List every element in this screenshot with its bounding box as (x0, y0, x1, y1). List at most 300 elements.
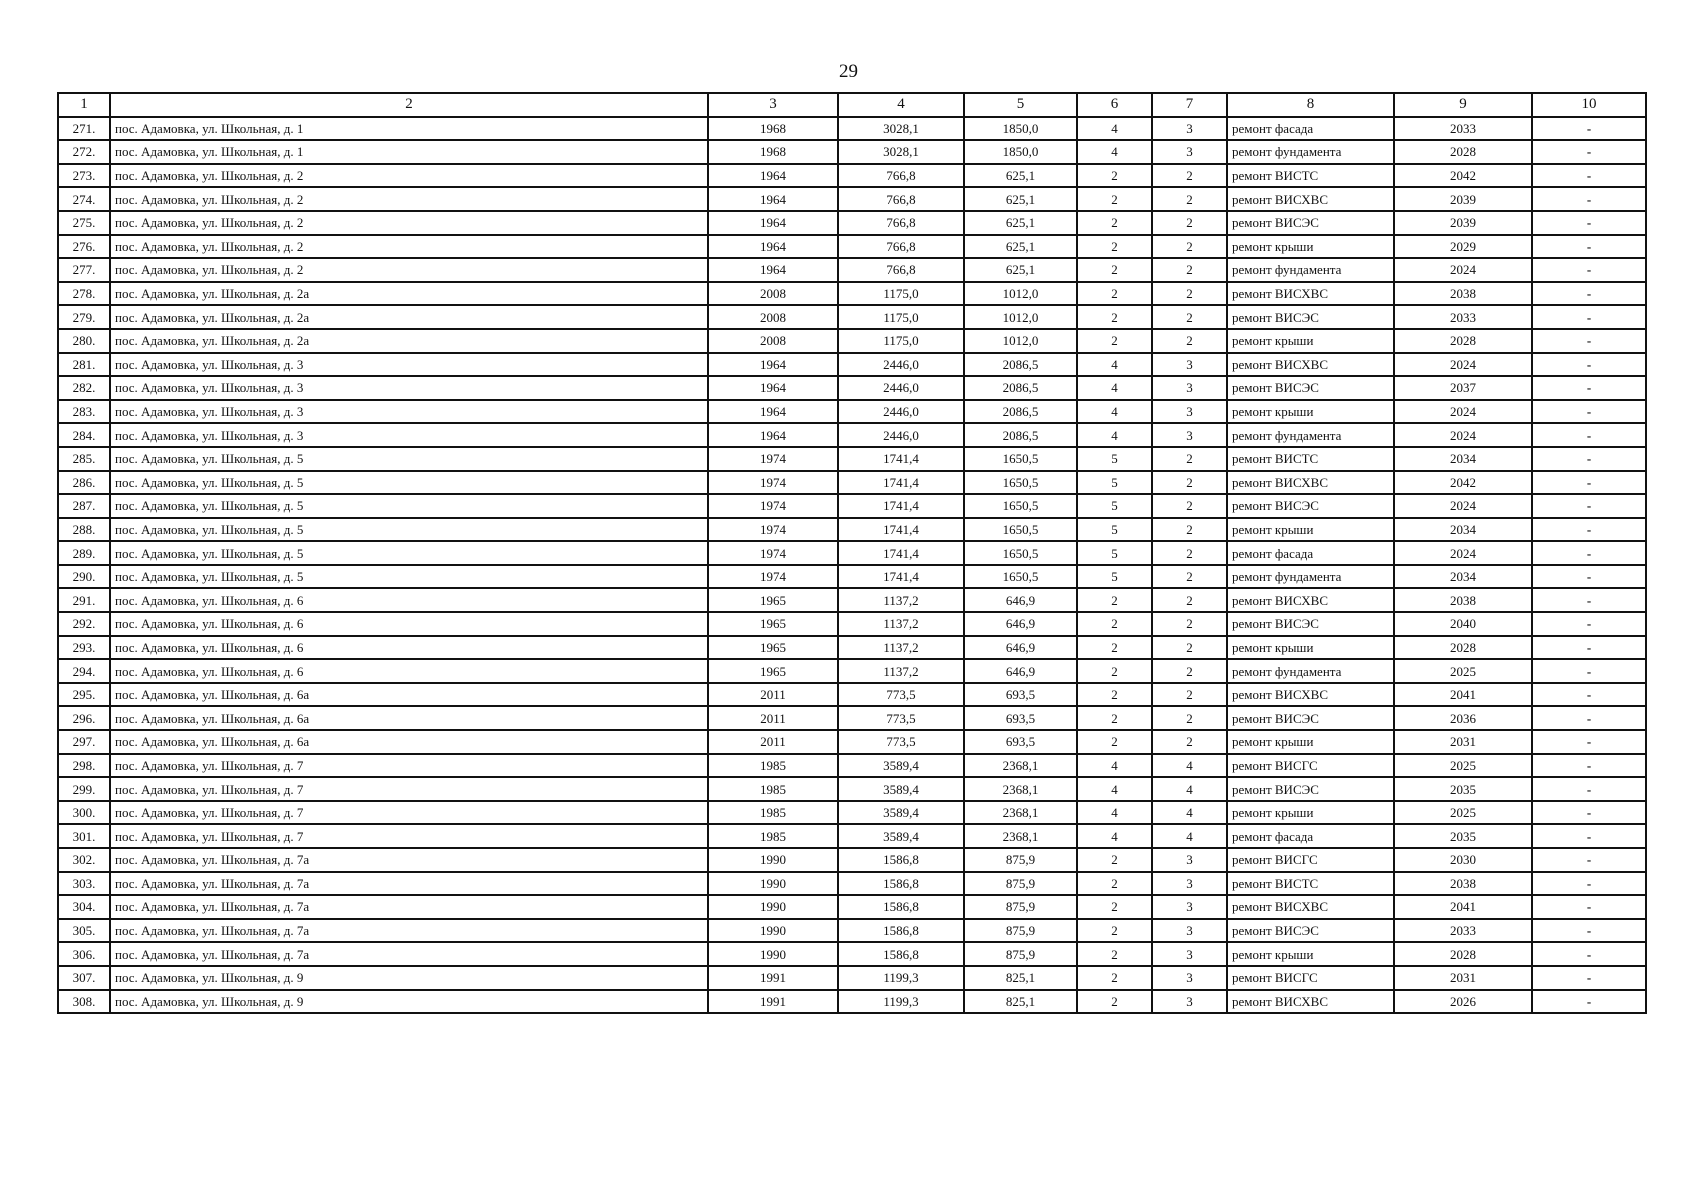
cell-floors: 2 (1077, 990, 1152, 1014)
cell-planned-year: 2024 (1394, 541, 1532, 565)
cell-planned-year: 2034 (1394, 447, 1532, 471)
cell-note: - (1532, 140, 1646, 164)
cell-row-number: 305. (58, 919, 110, 943)
cell-floors: 4 (1077, 117, 1152, 141)
cell-year-built: 1964 (708, 211, 838, 235)
cell-floors: 2 (1077, 636, 1152, 660)
cell-planned-year: 2024 (1394, 400, 1532, 424)
cell-floors: 2 (1077, 872, 1152, 896)
cell-address: пос. Адамовка, ул. Школьная, д. 7 (110, 777, 708, 801)
cell-total-area: 1741,4 (838, 541, 964, 565)
cell-planned-year: 2033 (1394, 117, 1532, 141)
cell-planned-year: 2035 (1394, 824, 1532, 848)
cell-work-type: ремонт фундамента (1227, 140, 1394, 164)
cell-year-built: 1990 (708, 848, 838, 872)
cell-note: - (1532, 329, 1646, 353)
cell-note: - (1532, 895, 1646, 919)
cell-year-built: 1964 (708, 235, 838, 259)
cell-work-type: ремонт ВИСТС (1227, 447, 1394, 471)
cell-entrances: 2 (1152, 305, 1227, 329)
table-row (58, 565, 1646, 589)
cell-address: пос. Адамовка, ул. Школьная, д. 6 (110, 659, 708, 683)
cell-total-area: 1741,4 (838, 565, 964, 589)
cell-year-built: 2011 (708, 706, 838, 730)
cell-row-number: 288. (58, 518, 110, 542)
cell-note: - (1532, 872, 1646, 896)
cell-year-built: 1964 (708, 187, 838, 211)
cell-address: пос. Адамовка, ул. Школьная, д. 5 (110, 494, 708, 518)
cell-row-number: 272. (58, 140, 110, 164)
cell-total-area: 766,8 (838, 187, 964, 211)
cell-work-type: ремонт ВИСХВС (1227, 282, 1394, 306)
column-header-8: 8 (1227, 93, 1394, 117)
cell-work-type: ремонт ВИСГС (1227, 966, 1394, 990)
cell-year-built: 1974 (708, 471, 838, 495)
cell-year-built: 1991 (708, 966, 838, 990)
cell-address: пос. Адамовка, ул. Школьная, д. 2 (110, 187, 708, 211)
cell-year-built: 1965 (708, 636, 838, 660)
cell-living-area: 1650,5 (964, 565, 1077, 589)
cell-work-type: ремонт ВИСХВС (1227, 187, 1394, 211)
cell-year-built: 1965 (708, 588, 838, 612)
cell-work-type: ремонт фундамента (1227, 659, 1394, 683)
table-row (58, 754, 1646, 778)
cell-note: - (1532, 777, 1646, 801)
cell-address: пос. Адамовка, ул. Школьная, д. 7а (110, 848, 708, 872)
cell-floors: 4 (1077, 777, 1152, 801)
cell-planned-year: 2042 (1394, 164, 1532, 188)
cell-planned-year: 2038 (1394, 282, 1532, 306)
cell-note: - (1532, 376, 1646, 400)
cell-planned-year: 2041 (1394, 683, 1532, 707)
cell-planned-year: 2035 (1394, 777, 1532, 801)
cell-planned-year: 2031 (1394, 730, 1532, 754)
table-row (58, 730, 1646, 754)
cell-work-type: ремонт ВИСГС (1227, 754, 1394, 778)
cell-row-number: 276. (58, 235, 110, 259)
cell-address: пос. Адамовка, ул. Школьная, д. 7а (110, 942, 708, 966)
cell-planned-year: 2026 (1394, 990, 1532, 1014)
table-row (58, 187, 1646, 211)
cell-entrances: 3 (1152, 919, 1227, 943)
table-row (58, 990, 1646, 1014)
cell-entrances: 3 (1152, 400, 1227, 424)
cell-entrances: 3 (1152, 942, 1227, 966)
cell-floors: 4 (1077, 423, 1152, 447)
cell-planned-year: 2038 (1394, 588, 1532, 612)
cell-total-area: 773,5 (838, 706, 964, 730)
cell-row-number: 297. (58, 730, 110, 754)
cell-floors: 4 (1077, 400, 1152, 424)
cell-planned-year: 2033 (1394, 919, 1532, 943)
cell-total-area: 1586,8 (838, 872, 964, 896)
cell-work-type: ремонт ВИСЭС (1227, 376, 1394, 400)
cell-work-type: ремонт крыши (1227, 400, 1394, 424)
cell-total-area: 1175,0 (838, 329, 964, 353)
cell-row-number: 289. (58, 541, 110, 565)
cell-total-area: 1741,4 (838, 447, 964, 471)
cell-row-number: 295. (58, 683, 110, 707)
cell-entrances: 2 (1152, 471, 1227, 495)
cell-work-type: ремонт ВИСЭС (1227, 494, 1394, 518)
cell-note: - (1532, 235, 1646, 259)
column-header-2: 2 (110, 93, 708, 117)
cell-living-area: 1850,0 (964, 140, 1077, 164)
cell-row-number: 283. (58, 400, 110, 424)
cell-entrances: 2 (1152, 235, 1227, 259)
cell-planned-year: 2038 (1394, 872, 1532, 896)
cell-note: - (1532, 730, 1646, 754)
cell-work-type: ремонт ВИСТС (1227, 872, 1394, 896)
cell-total-area: 1741,4 (838, 494, 964, 518)
cell-living-area: 1650,5 (964, 471, 1077, 495)
cell-total-area: 773,5 (838, 730, 964, 754)
cell-note: - (1532, 282, 1646, 306)
cell-note: - (1532, 588, 1646, 612)
cell-note: - (1532, 942, 1646, 966)
cell-year-built: 1965 (708, 612, 838, 636)
cell-work-type: ремонт фундамента (1227, 423, 1394, 447)
cell-planned-year: 2024 (1394, 423, 1532, 447)
column-header-3: 3 (708, 93, 838, 117)
cell-living-area: 875,9 (964, 895, 1077, 919)
cell-planned-year: 2025 (1394, 801, 1532, 825)
cell-floors: 2 (1077, 848, 1152, 872)
cell-floors: 5 (1077, 494, 1152, 518)
cell-address: пос. Адамовка, ул. Школьная, д. 1 (110, 140, 708, 164)
cell-floors: 4 (1077, 824, 1152, 848)
cell-year-built: 2011 (708, 730, 838, 754)
cell-planned-year: 2028 (1394, 942, 1532, 966)
table-row (58, 706, 1646, 730)
cell-floors: 4 (1077, 140, 1152, 164)
cell-row-number: 308. (58, 990, 110, 1014)
cell-note: - (1532, 754, 1646, 778)
table-row (58, 518, 1646, 542)
cell-work-type: ремонт крыши (1227, 636, 1394, 660)
cell-living-area: 875,9 (964, 872, 1077, 896)
cell-entrances: 3 (1152, 140, 1227, 164)
cell-total-area: 3589,4 (838, 754, 964, 778)
cell-living-area: 625,1 (964, 164, 1077, 188)
cell-entrances: 2 (1152, 258, 1227, 282)
cell-planned-year: 2028 (1394, 329, 1532, 353)
cell-note: - (1532, 447, 1646, 471)
cell-row-number: 307. (58, 966, 110, 990)
cell-total-area: 766,8 (838, 258, 964, 282)
cell-entrances: 2 (1152, 518, 1227, 542)
cell-living-area: 625,1 (964, 211, 1077, 235)
cell-year-built: 1974 (708, 541, 838, 565)
cell-total-area: 1137,2 (838, 636, 964, 660)
column-header-5: 5 (964, 93, 1077, 117)
cell-note: - (1532, 683, 1646, 707)
cell-planned-year: 2025 (1394, 659, 1532, 683)
cell-note: - (1532, 848, 1646, 872)
cell-living-area: 1650,5 (964, 447, 1077, 471)
cell-note: - (1532, 494, 1646, 518)
cell-row-number: 271. (58, 117, 110, 141)
cell-work-type: ремонт ВИСХВС (1227, 353, 1394, 377)
cell-total-area: 3589,4 (838, 801, 964, 825)
table-row (58, 376, 1646, 400)
cell-entrances: 2 (1152, 494, 1227, 518)
cell-entrances: 2 (1152, 730, 1227, 754)
cell-floors: 2 (1077, 966, 1152, 990)
column-header-9: 9 (1394, 93, 1532, 117)
cell-address: пос. Адамовка, ул. Школьная, д. 7 (110, 801, 708, 825)
cell-row-number: 302. (58, 848, 110, 872)
cell-year-built: 1964 (708, 353, 838, 377)
cell-floors: 2 (1077, 258, 1152, 282)
cell-total-area: 1586,8 (838, 919, 964, 943)
table-row (58, 612, 1646, 636)
cell-address: пос. Адамовка, ул. Школьная, д. 6 (110, 612, 708, 636)
cell-planned-year: 2037 (1394, 376, 1532, 400)
cell-living-area: 625,1 (964, 258, 1077, 282)
table-row (58, 801, 1646, 825)
cell-row-number: 275. (58, 211, 110, 235)
cell-total-area: 1175,0 (838, 282, 964, 306)
cell-year-built: 1965 (708, 659, 838, 683)
cell-living-area: 625,1 (964, 235, 1077, 259)
cell-floors: 5 (1077, 518, 1152, 542)
table-row (58, 636, 1646, 660)
cell-entrances: 2 (1152, 164, 1227, 188)
cell-address: пос. Адамовка, ул. Школьная, д. 7 (110, 824, 708, 848)
table-row (58, 494, 1646, 518)
column-header-7: 7 (1152, 93, 1227, 117)
table-row (58, 235, 1646, 259)
cell-row-number: 304. (58, 895, 110, 919)
cell-address: пос. Адамовка, ул. Школьная, д. 7 (110, 754, 708, 778)
cell-address: пос. Адамовка, ул. Школьная, д. 3 (110, 400, 708, 424)
cell-total-area: 1741,4 (838, 471, 964, 495)
cell-total-area: 1586,8 (838, 848, 964, 872)
cell-note: - (1532, 565, 1646, 589)
cell-work-type: ремонт ВИСЭС (1227, 919, 1394, 943)
cell-entrances: 3 (1152, 848, 1227, 872)
cell-note: - (1532, 636, 1646, 660)
cell-note: - (1532, 612, 1646, 636)
cell-year-built: 1985 (708, 824, 838, 848)
cell-address: пос. Адамовка, ул. Школьная, д. 3 (110, 376, 708, 400)
cell-planned-year: 2028 (1394, 636, 1532, 660)
cell-note: - (1532, 117, 1646, 141)
cell-year-built: 2008 (708, 282, 838, 306)
cell-living-area: 2368,1 (964, 777, 1077, 801)
cell-planned-year: 2024 (1394, 258, 1532, 282)
cell-year-built: 1964 (708, 423, 838, 447)
cell-floors: 4 (1077, 754, 1152, 778)
cell-planned-year: 2041 (1394, 895, 1532, 919)
cell-entrances: 2 (1152, 541, 1227, 565)
cell-floors: 2 (1077, 211, 1152, 235)
table-row (58, 305, 1646, 329)
cell-floors: 2 (1077, 730, 1152, 754)
cell-row-number: 298. (58, 754, 110, 778)
cell-work-type: ремонт крыши (1227, 942, 1394, 966)
table-row (58, 400, 1646, 424)
cell-planned-year: 2029 (1394, 235, 1532, 259)
cell-total-area: 766,8 (838, 211, 964, 235)
cell-total-area: 3589,4 (838, 824, 964, 848)
cell-address: пос. Адамовка, ул. Школьная, д. 6 (110, 588, 708, 612)
cell-living-area: 825,1 (964, 990, 1077, 1014)
cell-entrances: 3 (1152, 117, 1227, 141)
cell-work-type: ремонт ВИСХВС (1227, 683, 1394, 707)
cell-address: пос. Адамовка, ул. Школьная, д. 5 (110, 447, 708, 471)
cell-row-number: 294. (58, 659, 110, 683)
cell-planned-year: 2033 (1394, 305, 1532, 329)
cell-entrances: 3 (1152, 990, 1227, 1014)
cell-living-area: 1650,5 (964, 494, 1077, 518)
cell-entrances: 4 (1152, 824, 1227, 848)
table-row (58, 683, 1646, 707)
cell-address: пос. Адамовка, ул. Школьная, д. 9 (110, 966, 708, 990)
cell-planned-year: 2036 (1394, 706, 1532, 730)
cell-work-type: ремонт ВИСТС (1227, 164, 1394, 188)
cell-total-area: 773,5 (838, 683, 964, 707)
cell-living-area: 2368,1 (964, 754, 1077, 778)
table-body (58, 117, 1646, 1014)
cell-note: - (1532, 801, 1646, 825)
cell-row-number: 280. (58, 329, 110, 353)
cell-planned-year: 2039 (1394, 187, 1532, 211)
table-row (58, 872, 1646, 896)
cell-row-number: 301. (58, 824, 110, 848)
cell-total-area: 1137,2 (838, 659, 964, 683)
cell-floors: 2 (1077, 282, 1152, 306)
cell-row-number: 291. (58, 588, 110, 612)
cell-work-type: ремонт фасада (1227, 541, 1394, 565)
cell-row-number: 296. (58, 706, 110, 730)
cell-living-area: 2086,5 (964, 400, 1077, 424)
cell-floors: 5 (1077, 471, 1152, 495)
cell-entrances: 2 (1152, 447, 1227, 471)
cell-year-built: 2008 (708, 305, 838, 329)
cell-address: пос. Адамовка, ул. Школьная, д. 5 (110, 541, 708, 565)
cell-living-area: 2368,1 (964, 801, 1077, 825)
cell-row-number: 278. (58, 282, 110, 306)
cell-row-number: 274. (58, 187, 110, 211)
cell-address: пос. Адамовка, ул. Школьная, д. 2 (110, 164, 708, 188)
cell-living-area: 693,5 (964, 683, 1077, 707)
cell-year-built: 1968 (708, 140, 838, 164)
table-row (58, 211, 1646, 235)
cell-floors: 5 (1077, 447, 1152, 471)
cell-living-area: 646,9 (964, 588, 1077, 612)
cell-row-number: 290. (58, 565, 110, 589)
cell-note: - (1532, 305, 1646, 329)
cell-note: - (1532, 518, 1646, 542)
cell-living-area: 1012,0 (964, 282, 1077, 306)
cell-floors: 2 (1077, 187, 1152, 211)
cell-entrances: 2 (1152, 588, 1227, 612)
cell-living-area: 1650,5 (964, 541, 1077, 565)
table-row (58, 895, 1646, 919)
cell-year-built: 2008 (708, 329, 838, 353)
cell-planned-year: 2030 (1394, 848, 1532, 872)
cell-year-built: 1991 (708, 990, 838, 1014)
cell-address: пос. Адамовка, ул. Школьная, д. 7а (110, 895, 708, 919)
cell-living-area: 693,5 (964, 706, 1077, 730)
cell-year-built: 1990 (708, 895, 838, 919)
cell-living-area: 2086,5 (964, 376, 1077, 400)
cell-entrances: 4 (1152, 801, 1227, 825)
cell-planned-year: 2028 (1394, 140, 1532, 164)
cell-living-area: 1012,0 (964, 305, 1077, 329)
cell-work-type: ремонт крыши (1227, 730, 1394, 754)
cell-total-area: 1137,2 (838, 588, 964, 612)
cell-row-number: 281. (58, 353, 110, 377)
cell-entrances: 2 (1152, 659, 1227, 683)
cell-address: пос. Адамовка, ул. Школьная, д. 3 (110, 423, 708, 447)
cell-living-area: 2086,5 (964, 423, 1077, 447)
table-row (58, 848, 1646, 872)
cell-row-number: 284. (58, 423, 110, 447)
cell-row-number: 286. (58, 471, 110, 495)
cell-floors: 5 (1077, 565, 1152, 589)
cell-year-built: 1974 (708, 494, 838, 518)
cell-address: пос. Адамовка, ул. Школьная, д. 5 (110, 471, 708, 495)
cell-row-number: 277. (58, 258, 110, 282)
cell-living-area: 646,9 (964, 612, 1077, 636)
cell-entrances: 4 (1152, 754, 1227, 778)
cell-address: пос. Адамовка, ул. Школьная, д. 9 (110, 990, 708, 1014)
table-row (58, 117, 1646, 141)
cell-note: - (1532, 423, 1646, 447)
cell-note: - (1532, 824, 1646, 848)
cell-work-type: ремонт ВИСГС (1227, 848, 1394, 872)
cell-note: - (1532, 258, 1646, 282)
table-row (58, 447, 1646, 471)
cell-year-built: 1974 (708, 565, 838, 589)
table-row (58, 777, 1646, 801)
cell-note: - (1532, 659, 1646, 683)
cell-floors: 2 (1077, 235, 1152, 259)
cell-living-area: 1850,0 (964, 117, 1077, 141)
cell-work-type: ремонт ВИСХВС (1227, 471, 1394, 495)
cell-planned-year: 2024 (1394, 353, 1532, 377)
table-row (58, 164, 1646, 188)
cell-total-area: 2446,0 (838, 353, 964, 377)
cell-work-type: ремонт фасада (1227, 117, 1394, 141)
cell-address: пос. Адамовка, ул. Школьная, д. 2а (110, 329, 708, 353)
cell-row-number: 303. (58, 872, 110, 896)
cell-note: - (1532, 471, 1646, 495)
cell-row-number: 282. (58, 376, 110, 400)
cell-floors: 2 (1077, 942, 1152, 966)
cell-entrances: 2 (1152, 187, 1227, 211)
cell-address: пос. Адамовка, ул. Школьная, д. 2 (110, 235, 708, 259)
cell-row-number: 293. (58, 636, 110, 660)
table-row (58, 919, 1646, 943)
cell-floors: 2 (1077, 683, 1152, 707)
cell-living-area: 1650,5 (964, 518, 1077, 542)
cell-address: пос. Адамовка, ул. Школьная, д. 5 (110, 518, 708, 542)
table-row (58, 659, 1646, 683)
cell-address: пос. Адамовка, ул. Школьная, д. 3 (110, 353, 708, 377)
cell-floors: 2 (1077, 706, 1152, 730)
cell-floors: 4 (1077, 353, 1152, 377)
cell-work-type: ремонт фундамента (1227, 258, 1394, 282)
cell-note: - (1532, 541, 1646, 565)
cell-total-area: 1199,3 (838, 990, 964, 1014)
cell-living-area: 2086,5 (964, 353, 1077, 377)
cell-year-built: 1974 (708, 447, 838, 471)
table-row (58, 258, 1646, 282)
